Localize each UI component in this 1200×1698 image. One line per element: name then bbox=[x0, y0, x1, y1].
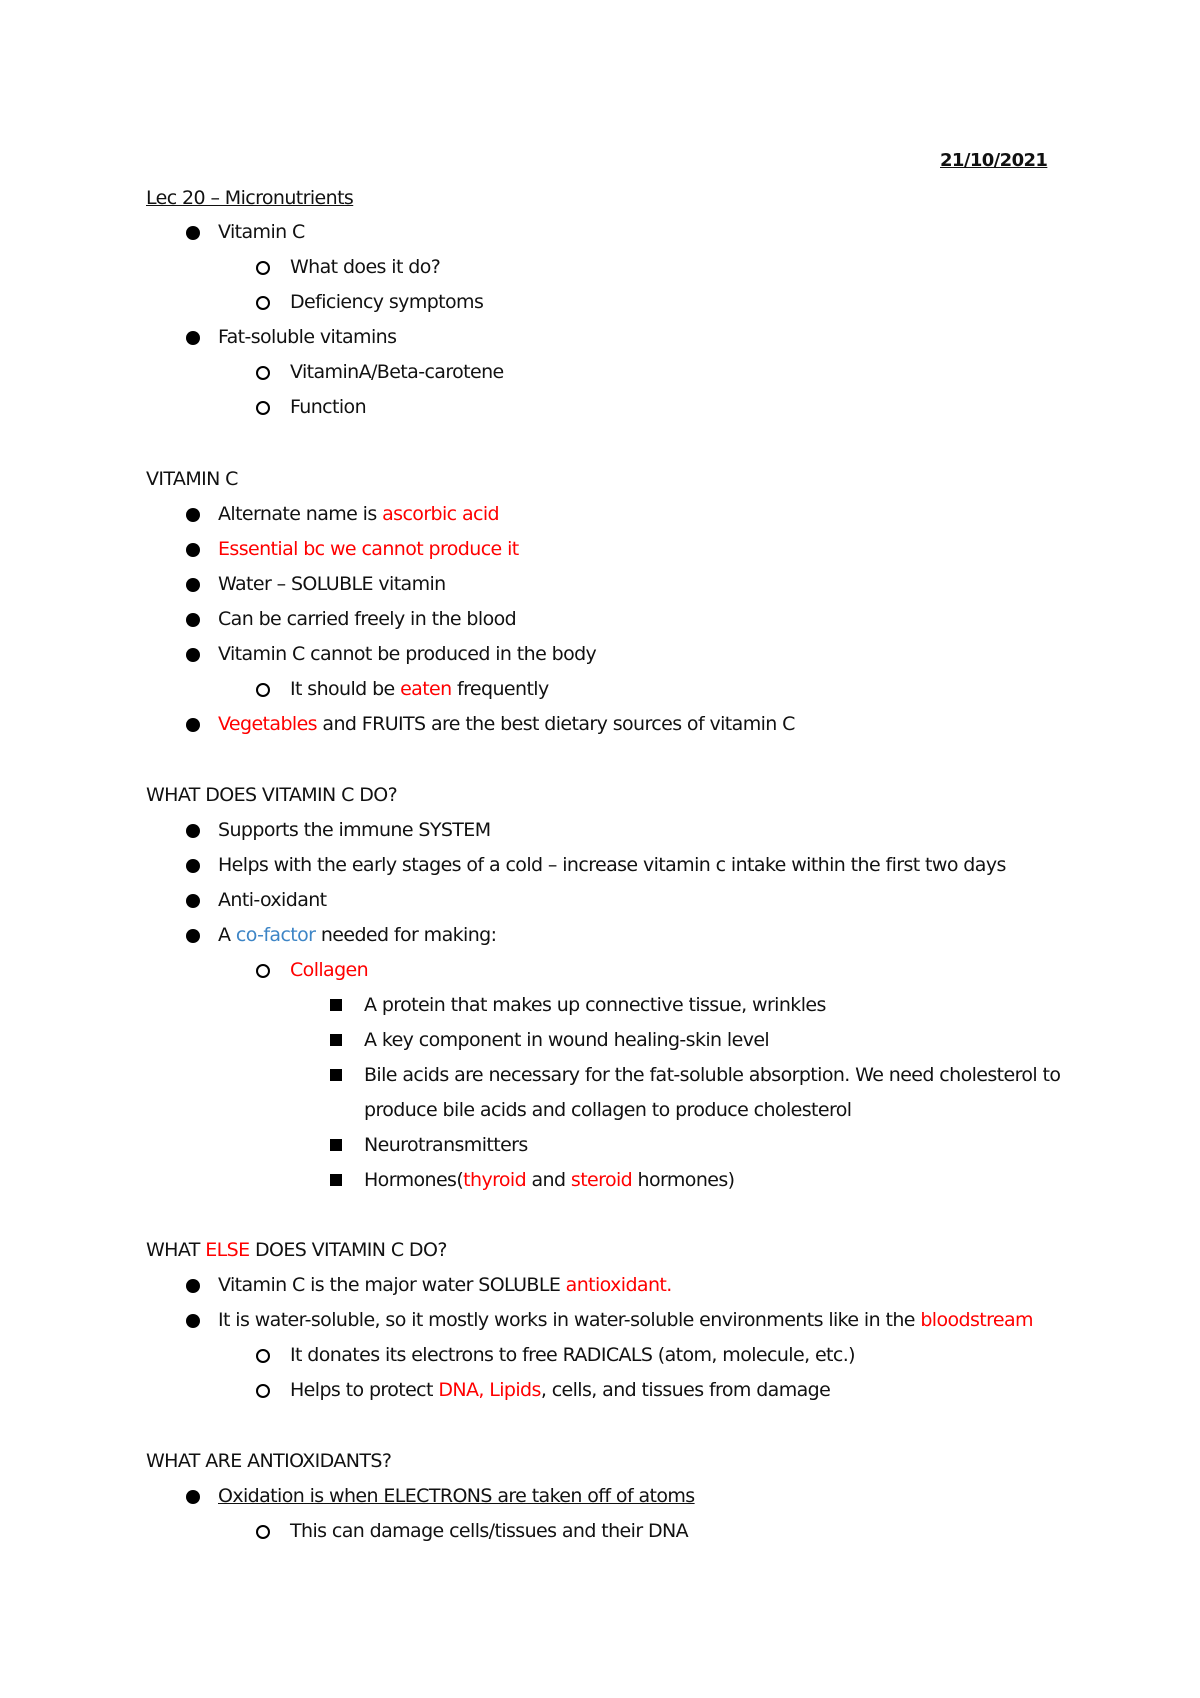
bullet-square-icon bbox=[330, 1139, 342, 1151]
list-subitem: This can damage cells/tissues and their DNA bbox=[290, 1519, 688, 1543]
bullet-square-icon bbox=[330, 1069, 342, 1081]
list-item: A co-factor needed for making: bbox=[218, 923, 496, 947]
bullet-circle-icon bbox=[256, 1349, 270, 1363]
bullet-circle-icon bbox=[256, 683, 270, 697]
bullet-disc-icon bbox=[186, 1314, 200, 1328]
list-subsubitem: Bile acids are necessary for the fat-soluble absorption. We need cholesterol to bbox=[364, 1063, 1060, 1087]
bullet-disc-icon bbox=[186, 331, 200, 345]
bullet-circle-icon bbox=[256, 964, 270, 978]
section-heading-what-does: WHAT DOES VITAMIN C DO? bbox=[146, 784, 398, 806]
bullet-disc-icon bbox=[186, 1279, 200, 1293]
list-subsubitem: A protein that makes up connective tissue, wrinkles bbox=[364, 993, 826, 1017]
bullet-circle-icon bbox=[256, 401, 270, 415]
bullet-circle-icon bbox=[256, 366, 270, 380]
bullet-disc-icon bbox=[186, 648, 200, 662]
lecture-date: 21/10/2021 bbox=[940, 150, 1048, 171]
bullet-disc-icon bbox=[186, 894, 200, 908]
section-heading-vitamin-c: VITAMIN C bbox=[146, 468, 238, 490]
bullet-square-icon bbox=[330, 1034, 342, 1046]
bullet-disc-icon bbox=[186, 543, 200, 557]
outline-item: Fat-soluble vitamins bbox=[218, 325, 396, 349]
section-heading-what-else: WHAT ELSE DOES VITAMIN C DO? bbox=[146, 1239, 447, 1261]
outline-subitem: Function bbox=[290, 395, 366, 419]
list-subitem: It donates its electrons to free RADICALS (atom, molecule, etc.) bbox=[290, 1343, 855, 1367]
bullet-circle-icon bbox=[256, 261, 270, 275]
outline-subitem: What does it do? bbox=[290, 255, 440, 279]
bullet-square-icon bbox=[330, 999, 342, 1011]
bullet-disc-icon bbox=[186, 508, 200, 522]
outline-subitem: VitaminA/Beta-carotene bbox=[290, 360, 504, 384]
list-item: Can be carried freely in the blood bbox=[218, 607, 516, 631]
bullet-circle-icon bbox=[256, 1525, 270, 1539]
bullet-disc-icon bbox=[186, 613, 200, 627]
bullet-disc-icon bbox=[186, 1490, 200, 1504]
bullet-circle-icon bbox=[256, 1384, 270, 1398]
bullet-square-icon bbox=[330, 1174, 342, 1186]
list-item: Oxidation is when ELECTRONS are taken off of atoms bbox=[218, 1484, 695, 1508]
outline-item: Vitamin C bbox=[218, 220, 305, 244]
bullet-disc-icon bbox=[186, 824, 200, 838]
list-subitem: Collagen bbox=[290, 958, 368, 982]
list-subsubitem: A key component in wound healing-skin level bbox=[364, 1028, 769, 1052]
list-item: Anti-oxidant bbox=[218, 888, 327, 912]
list-item: Essential bc we cannot produce it bbox=[218, 537, 519, 561]
lecture-title: Lec 20 – Micronutrients bbox=[146, 187, 354, 209]
bullet-disc-icon bbox=[186, 226, 200, 240]
list-subsubitem: Hormones(thyroid and steroid hormones) bbox=[364, 1168, 734, 1192]
bullet-disc-icon bbox=[186, 929, 200, 943]
list-subitem: It should be eaten frequently bbox=[290, 677, 549, 701]
list-item: Helps with the early stages of a cold – increase vitamin c intake within the first two days bbox=[218, 853, 1006, 877]
list-item: It is water-soluble, so it mostly works in water-soluble environments like in the bloodstream bbox=[218, 1308, 1033, 1332]
list-item: Water – SOLUBLE vitamin bbox=[218, 572, 446, 596]
section-heading-antioxidants: WHAT ARE ANTIOXIDANTS? bbox=[146, 1450, 392, 1472]
list-item: Vitamin C is the major water SOLUBLE antioxidant. bbox=[218, 1273, 672, 1297]
outline-subitem: Deficiency symptoms bbox=[290, 290, 483, 314]
bullet-disc-icon bbox=[186, 718, 200, 732]
list-subitem: Helps to protect DNA, Lipids, cells, and tissues from damage bbox=[290, 1378, 830, 1402]
list-item: Supports the immune SYSTEM bbox=[218, 818, 491, 842]
list-subsubitem-continuation: produce bile acids and collagen to produce cholesterol bbox=[364, 1099, 852, 1121]
bullet-circle-icon bbox=[256, 296, 270, 310]
bullet-disc-icon bbox=[186, 859, 200, 873]
list-item: Vegetables and FRUITS are the best dietary sources of vitamin C bbox=[218, 712, 795, 736]
list-subsubitem: Neurotransmitters bbox=[364, 1133, 528, 1157]
list-item: Vitamin C cannot be produced in the body bbox=[218, 642, 596, 666]
bullet-disc-icon bbox=[186, 578, 200, 592]
list-item: Alternate name is ascorbic acid bbox=[218, 502, 499, 526]
